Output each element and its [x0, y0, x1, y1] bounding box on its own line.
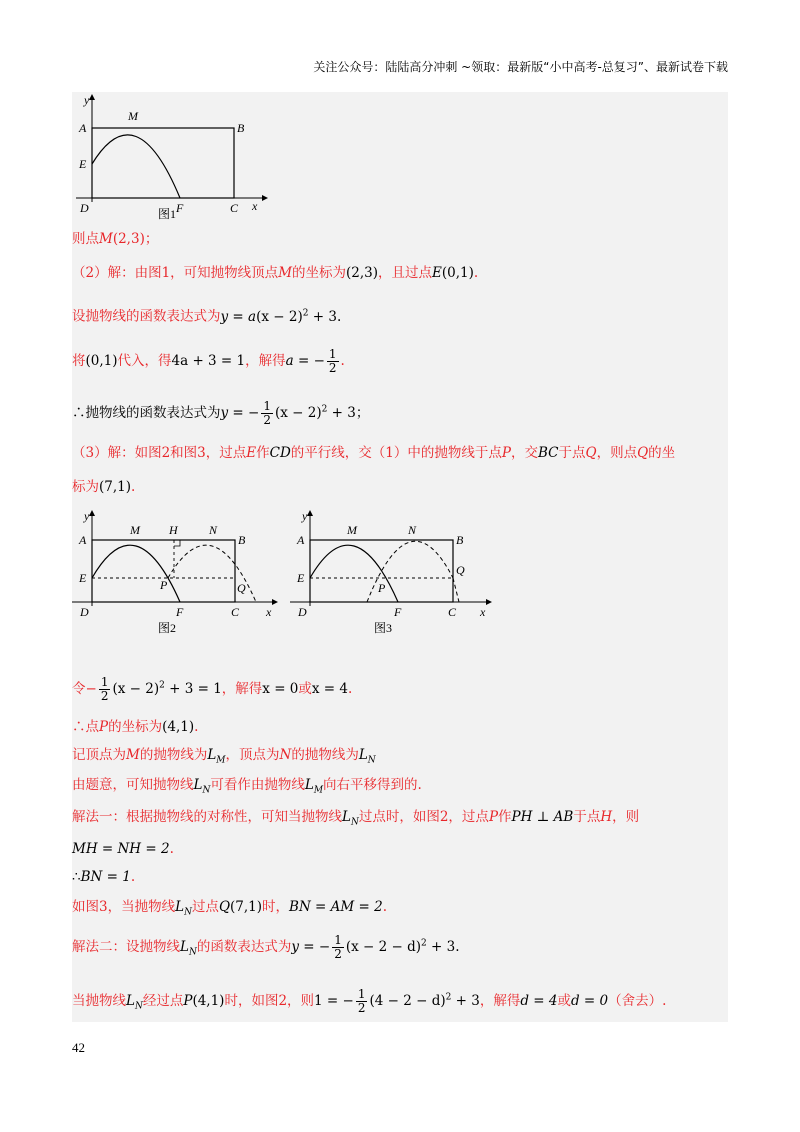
math: + 3. — [308, 308, 342, 325]
text: 经过点 — [142, 993, 184, 1009]
math: N — [134, 1001, 143, 1012]
math: d = 0 — [570, 993, 609, 1009]
math: E — [432, 265, 442, 281]
figure-2 — [72, 508, 282, 638]
text: 或 — [557, 993, 571, 1009]
math: x = 4 — [311, 681, 349, 697]
fig3-label-B: B — [456, 533, 464, 547]
math: 2 — [357, 1001, 366, 1015]
math: 2 — [321, 404, 328, 415]
math: L — [358, 747, 368, 763]
math: 2 — [263, 413, 271, 427]
line-3 — [72, 304, 341, 326]
figure-1 — [72, 92, 272, 224]
text: 标为 — [72, 479, 99, 495]
fig2-label-D: D — [80, 605, 89, 619]
text: 的坐标为 — [292, 265, 347, 281]
math: (x − 2 − d) — [345, 939, 422, 955]
math: (2,3) — [346, 265, 379, 281]
math: M — [126, 747, 140, 763]
math: 2 — [302, 308, 309, 318]
text: 解法二：设抛物线 — [72, 939, 180, 955]
fig3-label-M: M — [347, 523, 357, 537]
fig3-caption: 图3 — [374, 621, 393, 635]
text: ，解得 — [479, 993, 521, 1009]
math: L — [193, 777, 203, 793]
text: （3）解：如图2和图3，过点 — [72, 445, 247, 461]
text: ，顶点为 — [225, 747, 280, 763]
math: 4a + 3 = 1 — [171, 353, 246, 369]
text: 作 — [498, 809, 512, 825]
text: 的抛物线为 — [139, 747, 208, 763]
math: P — [501, 445, 511, 461]
math: 1 = − — [314, 993, 354, 1009]
math: L — [207, 747, 217, 763]
text: 时，如图2，则 — [224, 993, 315, 1009]
math: (7,1) — [230, 899, 263, 915]
fig3-label-y: y — [302, 509, 308, 523]
text: 设抛物线的函数表达式为 — [72, 308, 221, 325]
fig2-label-A: A — [79, 533, 87, 547]
fig2-label-Q: Q — [237, 581, 246, 595]
fig2-label-E: E — [79, 571, 87, 585]
fig1-caption: 图1 — [158, 207, 177, 221]
math: N — [202, 785, 211, 796]
math: 1 — [263, 399, 271, 413]
text: 令− — [72, 681, 97, 697]
fraction — [332, 934, 344, 961]
line-2 — [72, 264, 478, 282]
fig3-label-A: A — [297, 533, 305, 547]
math: (4 − 2 − d) — [369, 993, 446, 1009]
page-number: 42 — [72, 1040, 85, 1055]
text: 时， — [262, 899, 290, 915]
text: . — [169, 841, 174, 857]
line-12 — [72, 808, 639, 832]
text: 或 — [298, 681, 312, 697]
math: x = 0 — [262, 681, 299, 697]
fig3-label-x: x — [480, 605, 486, 619]
math: d = 4 — [520, 993, 558, 1009]
math: P — [183, 993, 193, 1009]
line-6 — [72, 444, 675, 462]
math: CD — [269, 445, 291, 461]
page-header: 关注公众号：陆陆高分冲刺 ~领取：最新版“小中高考-总复习”、最新试卷下载 — [313, 60, 728, 74]
math: 2 — [159, 680, 165, 691]
fig2-label-y: y — [84, 509, 90, 523]
line-8 — [72, 676, 352, 703]
line-16 — [72, 934, 460, 962]
fig3-label-C: C — [448, 605, 457, 619]
math: (0,1) — [85, 353, 118, 369]
fraction — [99, 676, 111, 703]
text: 的函数表达式为 — [196, 939, 292, 955]
text: (2,3)； — [112, 231, 159, 247]
fig2-label-P: P — [160, 578, 168, 592]
text: 可看作由抛物线 — [210, 777, 305, 793]
text: ，则 — [612, 809, 640, 825]
fig3-label-N: N — [408, 523, 417, 537]
math: E — [246, 445, 257, 461]
text: 将 — [72, 353, 86, 369]
math: N — [350, 817, 359, 828]
line-13 — [72, 840, 174, 858]
fig1-label-E: E — [79, 157, 87, 171]
text: . — [382, 899, 388, 915]
text: 过点 — [191, 899, 219, 915]
text: ，交 — [510, 445, 538, 461]
math: PH ⊥ AB — [511, 809, 574, 825]
text: 向右平移得到的. — [323, 777, 422, 793]
math: = − — [228, 405, 260, 421]
text: 的坐标为 — [108, 719, 163, 735]
math: Q — [637, 445, 649, 461]
fig2-label-N: N — [209, 523, 218, 537]
math: M — [99, 231, 113, 247]
text: ∴点 — [72, 719, 99, 735]
line-1 — [72, 230, 158, 248]
fig3-label-P: P — [378, 581, 386, 595]
line-4 — [72, 348, 345, 375]
line-9 — [72, 718, 198, 736]
fraction — [261, 400, 273, 427]
text: 过点时，如图2，过点 — [358, 809, 489, 825]
fig3-label-F: F — [394, 605, 402, 619]
fig1-label-D: D — [80, 201, 89, 215]
math: + 3； — [327, 405, 370, 421]
line-14 — [72, 868, 135, 886]
text: ∴抛物线的函数表达式为 — [72, 405, 221, 421]
text: 代入，得 — [117, 353, 172, 369]
text: 记顶点为 — [72, 747, 126, 763]
text: . — [130, 869, 136, 885]
fig2-label-x: x — [266, 605, 272, 619]
math: + 3 = 1 — [164, 681, 222, 697]
math: N — [367, 755, 376, 766]
math: (x − 2) — [275, 405, 322, 421]
fig1-label-B: B — [237, 121, 245, 135]
math: L — [342, 809, 351, 825]
math: Q — [585, 445, 597, 461]
math: P — [99, 719, 109, 735]
math: BN = AM = 2 — [289, 899, 383, 915]
math: y — [220, 405, 229, 421]
text: 当抛物线 — [72, 993, 126, 1009]
line-11 — [72, 776, 422, 800]
text: . — [340, 353, 345, 369]
fraction — [356, 988, 368, 1015]
math: 1 — [100, 675, 109, 689]
fig2-label-C: C — [231, 605, 240, 619]
text: ∴ — [72, 869, 81, 885]
text: 如图3，当抛物线 — [72, 899, 176, 915]
math: MH = NH = 2 — [72, 841, 170, 857]
text: 由题意，可知抛物线 — [72, 777, 194, 793]
math: Q — [218, 899, 231, 915]
math: = − — [298, 939, 331, 955]
math: 1 — [357, 987, 366, 1001]
text: ，且过点 — [378, 265, 433, 281]
text: 则点 — [72, 231, 99, 247]
fig2-label-H: H — [169, 523, 178, 537]
text: 的平行线，交（1）中的抛物线于点 — [290, 445, 502, 461]
fig2-caption: 图2 — [158, 621, 177, 635]
fig1-label-F: F — [176, 201, 184, 215]
math: 1 — [328, 347, 337, 361]
solution-content — [72, 92, 728, 1022]
math: L — [304, 777, 314, 793]
fig1-label-C: C — [230, 201, 239, 215]
math: N — [279, 747, 292, 763]
fig2-label-F: F — [176, 605, 184, 619]
math: (4,1) — [162, 719, 195, 735]
math: 2 — [100, 689, 109, 703]
math: M — [313, 785, 324, 796]
math: (0,1) — [441, 265, 474, 281]
math: 2 — [445, 992, 452, 1003]
math: + 3. — [426, 939, 460, 955]
text: 于点 — [558, 445, 586, 461]
math: = — [228, 308, 249, 325]
text: ，解得 — [245, 353, 286, 369]
math: 1 — [334, 933, 342, 947]
text: ，则点 — [596, 445, 638, 461]
math: 2 — [334, 947, 342, 961]
text: 于点 — [573, 809, 601, 825]
math: y — [220, 308, 229, 325]
math: (x − 2) — [256, 308, 303, 325]
text: . — [348, 681, 353, 697]
text: 的坐 — [648, 445, 676, 461]
math: = − — [293, 353, 325, 369]
math: N — [184, 907, 192, 918]
text: 解法一：根据抛物线的对称性，可知当抛物线 — [72, 809, 342, 825]
math: (x − 2) — [112, 681, 160, 697]
math: P — [488, 809, 499, 825]
math: H — [600, 809, 613, 825]
math: L — [175, 899, 185, 915]
math: L — [126, 993, 135, 1009]
fraction — [327, 348, 339, 375]
fig3-label-E: E — [297, 571, 305, 585]
text: 作 — [256, 445, 270, 461]
math: BC — [537, 445, 559, 461]
line-10 — [72, 746, 376, 770]
text: . — [131, 479, 136, 495]
math: L — [180, 939, 189, 955]
line-7 — [72, 478, 135, 496]
fig1-label-y: y — [84, 93, 90, 107]
fig1-label-A: A — [79, 121, 87, 135]
math: BN = 1 — [80, 869, 131, 885]
math: M — [278, 265, 293, 281]
fig3-label-Q: Q — [456, 563, 465, 577]
line-5 — [72, 400, 369, 427]
math: y — [291, 939, 299, 955]
fig1-label-x: x — [252, 199, 258, 213]
figure-3 — [290, 508, 500, 638]
text: （2）解：由图1，可知抛物线顶点 — [72, 265, 279, 281]
fig2-label-M: M — [130, 523, 140, 537]
text: . — [473, 265, 479, 281]
fig2-label-B: B — [238, 533, 246, 547]
text: ，解得 — [221, 681, 263, 697]
math: + 3 — [451, 993, 480, 1009]
text: . — [194, 719, 199, 735]
math: 2 — [421, 938, 427, 949]
math: M — [216, 755, 226, 766]
math: a — [285, 353, 294, 369]
line-15 — [72, 898, 387, 922]
math: N — [188, 947, 197, 958]
text: （舍去）. — [608, 993, 667, 1009]
math: a — [248, 308, 257, 325]
line-17 — [72, 988, 666, 1016]
fig1-label-M: M — [128, 109, 138, 123]
text: 的抛物线为 — [291, 747, 359, 763]
math: 2 — [328, 361, 337, 375]
math: (4,1) — [192, 993, 225, 1009]
fig3-label-D: D — [298, 605, 307, 619]
math: (7,1) — [99, 479, 132, 495]
